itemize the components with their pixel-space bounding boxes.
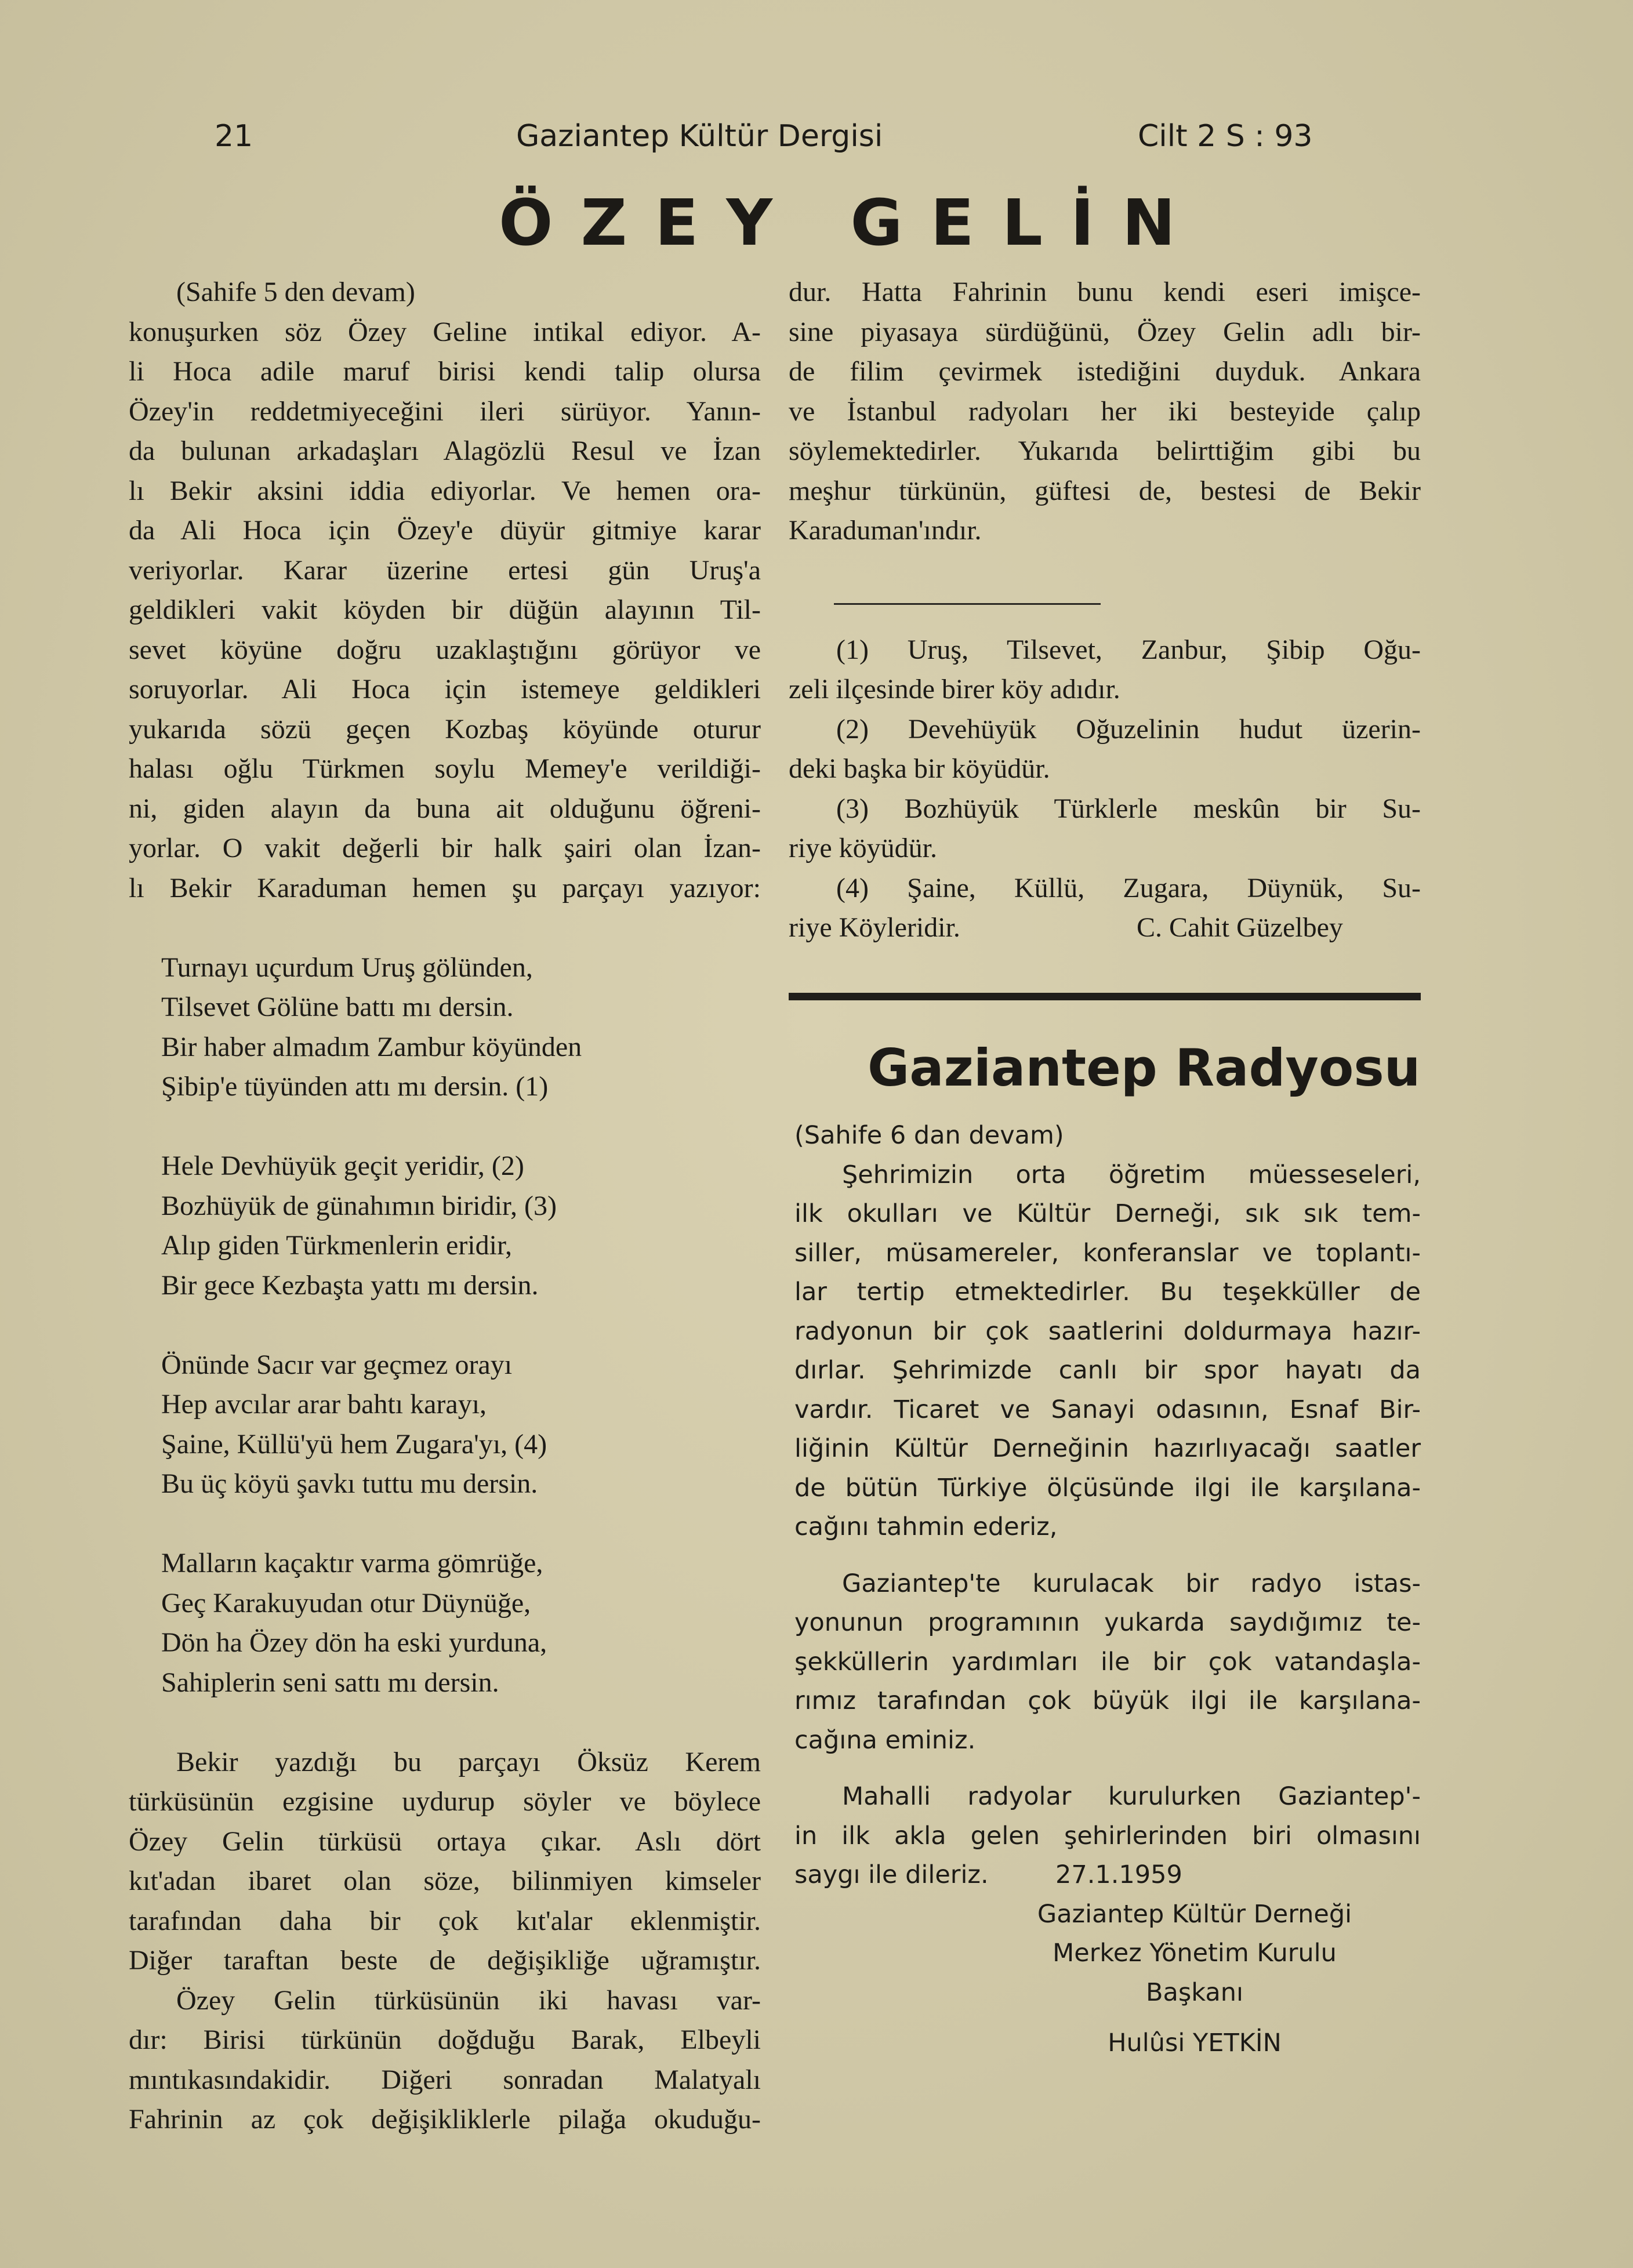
body-line: sine piyasaya sürdüğünü, Özey Gelin adlı bir-: [789, 316, 1421, 347]
right-column: [789, 273, 1421, 948]
body-line: lı Bekir aksini iddia ediyorlar. Ve hemen ora-: [129, 475, 761, 506]
body-line: meşhur türkünün, güftesi de, bestesi de Bekir: [789, 475, 1421, 506]
journal-name: Gaziantep Kültür Dergisi: [516, 119, 883, 154]
poem-line: Turnayı uçurdum Uruş gölünden,: [161, 952, 533, 983]
body-line: geldikleri vakit köyden bir düğün alayının Til-: [129, 594, 761, 625]
poem-stanza: [129, 1544, 761, 1703]
poem-line: Bir gece Kezbaşta yattı mı dersin.: [161, 1269, 539, 1301]
poem-stanza: [129, 1146, 761, 1305]
body-line: soruyorlar. Ali Hoca için istemeye geldikleri: [129, 674, 761, 705]
body-line: dur. Hatta Fahrinin bunu kendi eseri imişce-: [789, 277, 1421, 307]
body-line: dır: Birisi türkünün doğduğu Barak, Elbeyli: [129, 2024, 761, 2055]
stanza-gap: [129, 908, 761, 948]
body-line: lar tertip etmektedirler. Bu teşekküller de: [794, 1278, 1421, 1307]
closing-line: [794, 1856, 1421, 1895]
footnote-divider: [834, 603, 1101, 605]
body-line: de filim çevirmek istediğini duyduk. Ankara: [789, 356, 1421, 387]
body-line: Şehrimizin orta öğretim müesseseleri,: [842, 1160, 1421, 1189]
spacer: [789, 590, 1421, 630]
body-line: sevet köyüne doğru uzaklaştığını görüyor ve: [129, 634, 761, 665]
body-line: veriyorlar. Karar üzerine ertesi gün Uruş'a: [129, 554, 761, 586]
signature-line: Hulûsi YETKİN: [1108, 2029, 1282, 2057]
poem-line: Dön ha Özey dön ha eski yurduna,: [161, 1627, 547, 1658]
body-line: yonunun programının yukarda saydığımız te-: [794, 1608, 1421, 1637]
body-line: Gaziantep'te kurulacak bir radyo istas-: [842, 1569, 1421, 1598]
signature-line: Başkanı: [1146, 1977, 1243, 2007]
body-line: Karaduman'ındır.: [789, 515, 982, 546]
body-line: halası oğlu Türkmen soylu Memey'e verildiği-: [129, 753, 761, 784]
footnote-line: riye köyüdür.: [789, 833, 937, 863]
signature-line: Merkez Yönetim Kurulu: [1053, 1939, 1337, 1968]
body-line: Bekir yazdığı bu parçayı Öksüz Kerem: [176, 1746, 761, 1777]
poem-line: Malların kaçaktır varma gömrüğe,: [161, 1548, 543, 1578]
body-line: vardır. Ticaret ve Sanayi odasının, Esnaf Bir-: [794, 1395, 1421, 1424]
body-line: ve İstanbul radyoları her iki besteyide çalıp: [789, 395, 1421, 427]
body-line: in ilk akla gelen şehirlerinden biri olmasını: [794, 1821, 1421, 1850]
poem-line: Bu üç köyü şavkı tuttu mu dersin.: [161, 1468, 538, 1499]
poem-line: Hep avcılar arar bahtı karayı,: [161, 1389, 487, 1420]
stanza-gap: [129, 1107, 761, 1147]
body-line: de bütün Türkiye ölçüsünde ilgi ile karşılana-: [794, 1473, 1421, 1503]
body-line: da bulunan arkadaşları Alagözlü Resul ve İzan: [129, 436, 761, 466]
body-line: cağını tahmin ederiz,: [794, 1512, 1058, 1541]
paragraph-gap: [794, 1547, 1421, 1565]
body-line: mıntıkasındakidir. Diğeri sonradan Malatyalı: [129, 2064, 761, 2095]
volume-issue: Cilt 2 S : 93: [1138, 119, 1313, 154]
body-line: liğinin Kültür Derneğinin hazırlıyacağı saatler: [794, 1434, 1421, 1463]
footnote-line: riye Köyleridir.: [789, 912, 960, 943]
poem-stanza: [129, 948, 761, 1107]
body-line: da Ali Hoca için Özey'e düyür gitmiye karar: [129, 515, 761, 546]
footnote-last-line: [789, 908, 1421, 948]
article-title: ÖZEY GELİN: [499, 186, 1203, 260]
footnote-line: (4) Şaine, Küllü, Zugara, Düynük, Su-: [836, 872, 1421, 903]
article-date: 27.1.1959: [1055, 1860, 1182, 1889]
poem-line: Şibip'e tüyünden attı mı dersin. (1): [161, 1071, 549, 1102]
continuation-note: (Sahife 5 den devam): [176, 277, 415, 307]
body-line: söylemektedirler. Yukarıda belirttiğim gibi bu: [789, 436, 1421, 466]
paragraph-gap: [794, 1760, 1421, 1777]
body-line: siller, müsamereler, konferanslar ve toplantı-: [794, 1238, 1421, 1268]
body-line: Fahrinin az çok değişikliklerle pilağa okuduğu-: [129, 2104, 761, 2135]
spacer: [789, 551, 1421, 591]
body-line: Özey'in reddetmiyeceğini ileri sürüyor. Yanın-: [129, 395, 761, 427]
poem-line: Alıp giden Türkmenlerin eridir,: [161, 1230, 513, 1261]
page-number: 21: [215, 119, 253, 154]
poem-line: Hele Devhüyük geçit yeridir, (2): [161, 1151, 524, 1181]
article-author: C. Cahit Güzelbey: [1137, 912, 1343, 943]
body-line: dırlar. Şehrimizde canlı bir spor hayatı da: [794, 1356, 1421, 1385]
body-line: kıt'adan ibaret olan söze, bilinmiyen kimseler: [129, 1866, 761, 1896]
section-divider: [789, 993, 1421, 1000]
poem-line: Sahiplerin seni sattı mı dersin.: [161, 1667, 499, 1698]
poem-line: Bir haber almadım Zambur köyünden: [161, 1031, 582, 1062]
footnote-line: (3) Bozhüyük Türklerle meskûn bir Su-: [836, 793, 1421, 824]
body-line: radyonun bir çok saatlerini doldurmaya hazır-: [794, 1316, 1421, 1346]
body-line: ilk okulları ve Kültür Derneği, sık sık tem-: [794, 1199, 1421, 1228]
poem-line: Önünde Sacır var geçmez orayı: [161, 1349, 513, 1380]
body-line: Diğer taraftan beste de değişikliğe uğramıştır.: [129, 1945, 761, 1976]
poem-stanza: [129, 1345, 761, 1504]
poem-line: Geç Karakuyudan otur Düynüğe,: [161, 1587, 531, 1619]
closing-text: saygı ile dileriz.: [794, 1860, 989, 1889]
body-line: ni, giden alayın da buna ait olduğunu öğreni-: [129, 793, 761, 824]
poem-line: Şaine, Küllü'yü hem Zugara'yı, (4): [161, 1428, 547, 1460]
body-line: li Hoca adile maruf birisi kendi talip olursa: [129, 356, 761, 387]
body-line: Mahalli radyolar kurulurken Gaziantep'-: [842, 1782, 1421, 1811]
stanza-gap: [129, 1305, 761, 1345]
body-line: rımız tarafından çok büyük ilgi ile karşılana-: [794, 1686, 1421, 1715]
stanza-gap: [129, 1703, 761, 1743]
continuation-note: (Sahife 6 dan devam): [794, 1121, 1064, 1150]
body-line: lı Bekir Karaduman hemen şu parçayı yazıyor:: [129, 872, 761, 903]
signature-line: Gaziantep Kültür Derneği: [1037, 1899, 1352, 1929]
stanza-gap: [129, 1504, 761, 1544]
signature-block: [1015, 1895, 1374, 2063]
body-line: tarafından daha bir çok kıt'alar eklenmiştir.: [129, 1905, 761, 1936]
body-line: şekküllerin yardımları ile bir çok vatandaşla-: [794, 1647, 1421, 1676]
poem-line: Bozhüyük de günahımın biridir, (3): [161, 1190, 557, 1221]
body-line: Özey Gelin türküsü ortaya çıkar. Aslı dört: [129, 1826, 761, 1857]
body-line: Özey Gelin türküsünün iki havası var-: [176, 1984, 761, 2016]
body-line: konuşurken söz Özey Geline intikal ediyor. A-: [129, 316, 761, 347]
footnote-line: (2) Devehüyük Oğuzelinin hudut üzerin-: [836, 713, 1421, 745]
footnote-line: deki başka bir köyüdür.: [789, 753, 1050, 784]
body-line: türküsünün ezgisine uydurup söyler ve böylece: [129, 1786, 761, 1817]
poem-line: Tilsevet Gölüne battı mı dersin.: [161, 992, 514, 1022]
radio-article-body: [794, 1116, 1421, 2063]
footnote-line: (1) Uruş, Tilsevet, Zanbur, Şibip Oğu-: [836, 634, 1421, 665]
footnote-line: zeli ilçesinde birer köy adıdır.: [789, 674, 1120, 705]
body-line: yukarıda sözü geçen Kozbaş köyünde oturur: [129, 713, 761, 745]
radio-article-title: Gaziantep Radyosu: [868, 1038, 1421, 1098]
left-column: [129, 273, 761, 2140]
body-line: yorlar. O vakit değerli bir halk şairi olan İzan-: [129, 833, 761, 863]
body-line: cağına eminiz.: [794, 1725, 976, 1755]
